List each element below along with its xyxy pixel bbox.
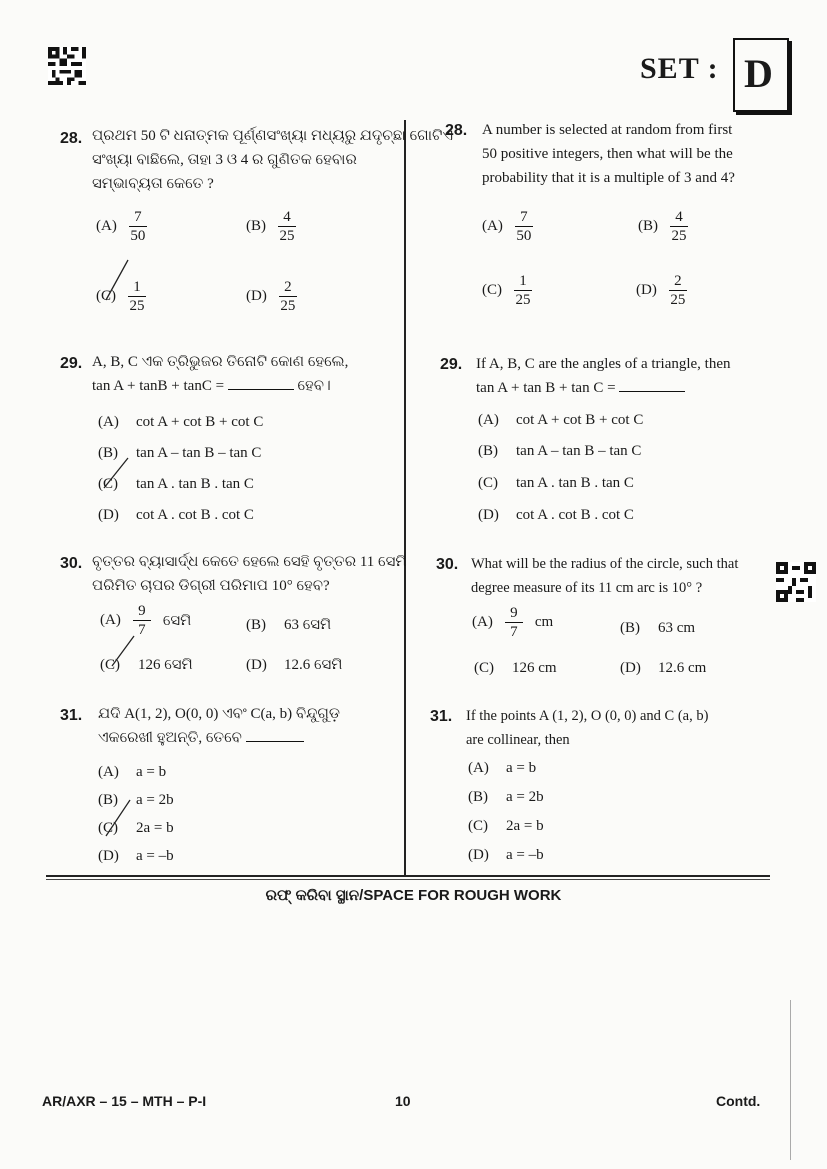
- suffix: ହେବ।: [297, 378, 331, 394]
- option-label: (D): [468, 847, 489, 863]
- option-label: (C): [478, 475, 498, 491]
- page-number: 10: [395, 1093, 411, 1109]
- unit: cm: [534, 614, 554, 630]
- option-label: (C): [474, 660, 494, 676]
- option-b: [478, 443, 641, 460]
- question-number: 30.: [60, 555, 83, 572]
- option-label: (C): [96, 288, 116, 304]
- option-d: [98, 507, 254, 524]
- question-text: [466, 704, 708, 752]
- option-b: [620, 620, 695, 637]
- option-label: (D): [246, 288, 267, 304]
- option-label: (C): [468, 818, 488, 834]
- option-a: [472, 604, 553, 641]
- question-line: 50 positive integers, then what will be the: [482, 146, 733, 162]
- option-d: [620, 660, 706, 677]
- fraction: [128, 278, 146, 315]
- question-text: [482, 118, 735, 190]
- option-text: a = b: [506, 760, 537, 776]
- option-text: a = 2b: [506, 789, 544, 805]
- option-label: (D): [636, 282, 657, 298]
- question-line: [92, 374, 348, 398]
- numerator: 2: [284, 279, 292, 295]
- set-letter: D: [744, 51, 773, 96]
- option-label: (B): [246, 617, 266, 633]
- question-text: [98, 702, 340, 750]
- section-divider: [46, 879, 770, 880]
- question-number: 31.: [60, 707, 83, 724]
- option-label: (D): [620, 660, 641, 676]
- qr-code-icon: [48, 46, 86, 86]
- question-number: 28.: [445, 122, 468, 139]
- option-label: (A): [468, 760, 489, 776]
- question-line: [476, 376, 731, 400]
- answer-blank: [228, 377, 294, 390]
- option-label: (A): [98, 414, 119, 430]
- option-a: [98, 414, 263, 431]
- question-line: degree measure of its 11 cm arc is 10° ?: [471, 580, 703, 596]
- denominator: 25: [670, 292, 686, 308]
- option-label: (D): [478, 507, 499, 523]
- option-d: [246, 278, 297, 315]
- option-b: [468, 789, 544, 806]
- option-text: 2a = b: [506, 818, 544, 834]
- option-text: 12.6 ସେମି: [284, 657, 343, 673]
- denominator: 50: [130, 228, 146, 244]
- question-line: ଯଦି A(1, 2), O(0, 0) ଏବଂ C(a, b) ବିନ୍ଦୁଗୁଡ଼: [98, 706, 341, 722]
- option-label: (A): [482, 218, 503, 234]
- numerator: 4: [675, 209, 683, 225]
- question-line: A, B, C ଏକ ତ୍ରିଭୁଜର ତିନୋଟି କୋଣ ହେଲେ,: [92, 354, 349, 370]
- question-number: 29.: [440, 356, 463, 373]
- option-a: [478, 412, 643, 429]
- numerator: 1: [519, 273, 527, 289]
- option-text: 63 cm: [658, 620, 696, 636]
- question-number: 29.: [60, 355, 83, 372]
- option-label: (D): [98, 848, 119, 864]
- option-text: a = b: [136, 764, 167, 780]
- question-line: are collinear, then: [466, 732, 570, 748]
- denominator: 7: [510, 624, 518, 640]
- question-line: ସମ୍ଭାବ୍ୟତା କେତେ ?: [92, 176, 214, 192]
- option-d: [98, 848, 174, 865]
- scan-edge: [790, 1000, 791, 1160]
- question-line: ପରିମିତ ଚାପର ଡିଗ୍ରୀ ପରିମାପ 10° ହେବ?: [92, 578, 330, 594]
- numerator: 1: [133, 279, 141, 295]
- fraction: [505, 604, 523, 641]
- option-d: [478, 507, 634, 524]
- fraction: [133, 602, 151, 639]
- option-d: [636, 272, 687, 309]
- option-label: (D): [246, 657, 267, 673]
- contd-label: Contd.: [716, 1093, 761, 1109]
- option-text: cot A . cot B . cot C: [136, 507, 254, 523]
- option-label: (B): [98, 445, 118, 461]
- option-text: 126 ସେମି: [138, 657, 193, 673]
- option-label: (A): [98, 764, 119, 780]
- option-label: (C): [100, 657, 120, 673]
- option-text: tan A . tan B . tan C: [516, 475, 634, 491]
- option-a: [100, 602, 191, 639]
- option-c: [478, 475, 634, 492]
- option-label: (B): [638, 218, 658, 234]
- denominator: 25: [280, 298, 296, 314]
- question-text: [92, 550, 407, 598]
- option-a: [96, 208, 147, 245]
- option-label: (C): [482, 282, 502, 298]
- option-label: (B): [478, 443, 498, 459]
- paper-code: AR/AXR – 15 – MTH – P-I: [42, 1093, 207, 1109]
- question-line: What will be the radius of the circle, such that: [471, 556, 739, 572]
- option-text: 63 ସେମି: [284, 617, 332, 633]
- option-d: [468, 847, 544, 864]
- option-text: a = –b: [506, 847, 544, 863]
- unit: ସେମି: [162, 612, 192, 629]
- numerator: 7: [520, 209, 528, 225]
- option-c: [100, 656, 193, 674]
- option-text: 2a = b: [136, 820, 174, 836]
- section-divider: [46, 875, 770, 877]
- fraction: [279, 278, 297, 315]
- option-c: [468, 818, 544, 835]
- question-text: [471, 552, 738, 600]
- fraction: [670, 208, 688, 245]
- option-label: (C): [98, 820, 118, 836]
- set-label: SET :: [640, 52, 719, 85]
- option-a: [98, 764, 166, 781]
- question-line: ପ୍ରଥମ 50 ଟି ଧନାତ୍ମକ ପୂର୍ଣ୍ଣସଂଖ୍ୟା ମଧ୍ୟରୁ ଯଦୃଚ୍ଛା ଗୋଟିଏ: [92, 128, 453, 144]
- expression: ଏକରେଖୀ ହୁଅନ୍ତି, ତେବେ: [98, 730, 242, 746]
- fraction: [514, 272, 532, 309]
- fraction: [278, 208, 296, 245]
- option-label: (D): [98, 507, 119, 523]
- option-label: (A): [478, 412, 499, 428]
- denominator: 25: [129, 298, 145, 314]
- fraction: [669, 272, 687, 309]
- option-label: (A): [100, 612, 121, 628]
- expression: tan A + tanB + tanC =: [92, 378, 225, 394]
- option-c: [98, 820, 174, 837]
- rough-work-label: ରଫ୍ କରିବା ସ୍ଥାନ/SPACE FOR ROUGH WORK: [265, 887, 562, 904]
- question-number: 31.: [430, 708, 453, 725]
- option-c: [98, 476, 254, 493]
- option-text: tan A – tan B – tan C: [516, 443, 642, 459]
- option-label: (B): [468, 789, 488, 805]
- option-a: [468, 760, 536, 777]
- option-label: (B): [620, 620, 640, 636]
- option-text: a = –b: [136, 848, 174, 864]
- option-text: cot A + cot B + cot C: [516, 412, 644, 428]
- option-c: [474, 660, 557, 677]
- option-text: 12.6 cm: [658, 660, 707, 676]
- option-b: [98, 445, 261, 462]
- question-text: [476, 352, 731, 400]
- expression: tan A + tan B + tan C =: [476, 380, 616, 396]
- question-line: A number is selected at random from first: [482, 122, 733, 138]
- denominator: 50: [516, 228, 532, 244]
- option-text: 126 cm: [512, 660, 557, 676]
- numerator: 9: [138, 603, 146, 619]
- option-d: [246, 656, 343, 674]
- denominator: 25: [515, 292, 531, 308]
- answer-blank: [619, 379, 685, 392]
- column-divider: [404, 120, 406, 875]
- option-text: a = 2b: [136, 792, 174, 808]
- numerator: 9: [510, 605, 518, 621]
- denominator: 7: [138, 622, 146, 638]
- option-label: (A): [96, 218, 117, 234]
- option-label: (B): [98, 792, 118, 808]
- option-b: [638, 208, 688, 245]
- denominator: 25: [671, 228, 687, 244]
- question-line: If the points A (1, 2), O (0, 0) and C (a, b): [466, 708, 709, 724]
- numerator: 7: [134, 209, 142, 225]
- fraction: [515, 208, 533, 245]
- question-text: [92, 350, 348, 398]
- option-c: [482, 272, 532, 309]
- denominator: 25: [279, 228, 295, 244]
- question-number: 28.: [60, 130, 83, 147]
- question-text: [92, 124, 453, 196]
- option-text: tan A – tan B – tan C: [136, 445, 262, 461]
- option-label: (A): [472, 614, 493, 630]
- numerator: 2: [674, 273, 682, 289]
- option-b: [246, 208, 296, 245]
- option-label: (B): [246, 218, 266, 234]
- question-line: ସଂଖ୍ୟା ବାଛିଲେ, ତାହା 3 ଓ 4 ର ଗୁଣିତକ ହେବାର: [92, 152, 357, 168]
- question-number: 30.: [436, 556, 459, 573]
- question-line: If A, B, C are the angles of a triangle, then: [476, 356, 731, 372]
- option-text: cot A . cot B . cot C: [516, 507, 634, 523]
- answer-blank: [246, 729, 304, 742]
- option-c: [96, 278, 146, 315]
- question-line: probability that it is a multiple of 3 and 4?: [482, 170, 735, 186]
- option-b: [246, 616, 331, 634]
- option-a: [482, 208, 533, 245]
- option-b: [98, 792, 174, 809]
- option-label: (C): [98, 476, 118, 492]
- numerator: 4: [283, 209, 291, 225]
- question-line: ବୃତ୍ତର ବ୍ୟାସାର୍ଦ୍ଧ କେତେ ହେଲେ ସେହି ବୃତ୍ତର 11 ସେମି: [92, 554, 407, 570]
- option-text: cot A + cot B + cot C: [136, 414, 264, 430]
- fraction: [129, 208, 147, 245]
- qr-code-icon: [776, 562, 816, 602]
- option-text: tan A . tan B . tan C: [136, 476, 254, 492]
- question-line: [98, 726, 340, 750]
